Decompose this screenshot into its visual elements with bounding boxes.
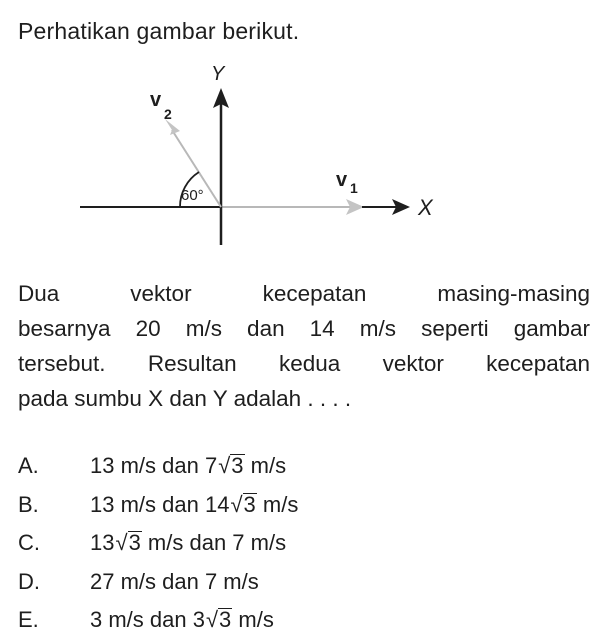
question-line: besarnya 20 m/s dan 14 m/s seperti gambar bbox=[18, 316, 590, 341]
option-text bbox=[90, 601, 274, 639]
intro-text: Perhatikan gambar berikut. bbox=[18, 18, 300, 44]
question-line: tersebut. Resultan kedua vektor kecepatan bbox=[18, 351, 590, 376]
option-post: m/s bbox=[256, 491, 299, 517]
radicand: 3 bbox=[243, 491, 256, 517]
angle-label: 60° bbox=[181, 187, 204, 204]
sqrt-icon: √ bbox=[230, 491, 243, 517]
v2-subscript: 2 bbox=[164, 106, 172, 122]
x-axis-label: X bbox=[418, 195, 433, 220]
vector-diagram bbox=[0, 0, 605, 260]
v2-label: v bbox=[150, 89, 162, 111]
option-pre: 13 m/s dan 14 bbox=[90, 491, 230, 517]
option-text bbox=[90, 486, 298, 524]
option-text bbox=[90, 447, 286, 485]
option-letter: E. bbox=[18, 607, 39, 632]
option-letter: D. bbox=[18, 568, 40, 594]
y-axis-label: Y bbox=[211, 63, 225, 85]
radicand: 3 bbox=[231, 453, 244, 478]
option-letter: B. bbox=[18, 491, 39, 517]
vector-figure bbox=[0, 0, 605, 260]
question-line: Dua vektor kecepatan masing-masing bbox=[18, 281, 590, 306]
sqrt-icon: √ bbox=[205, 607, 219, 632]
sqrt-icon: √ bbox=[115, 530, 128, 555]
option-letter: C. bbox=[18, 530, 40, 555]
option-post: m/s dan 7 m/s bbox=[141, 530, 287, 555]
question-text bbox=[18, 276, 590, 416]
option-pre: 27 m/s dan 7 m/s bbox=[90, 568, 259, 594]
option-text bbox=[90, 524, 286, 562]
question-line: pada sumbu X dan Y adalah . . . . bbox=[18, 386, 352, 411]
option-pre: 3 m/s dan 3 bbox=[90, 607, 205, 632]
v1-label: v bbox=[336, 169, 348, 191]
sqrt-icon: √ bbox=[218, 453, 231, 478]
v1-subscript: 1 bbox=[350, 180, 358, 196]
option-text bbox=[90, 563, 259, 601]
option-post: m/s bbox=[244, 453, 287, 478]
radicand: 3 bbox=[128, 530, 141, 555]
option-pre: 13 bbox=[90, 530, 115, 555]
option-post: m/s bbox=[232, 607, 274, 632]
radicand: 3 bbox=[219, 607, 232, 632]
option-pre: 13 m/s dan 7 bbox=[90, 453, 218, 478]
option-letter: A. bbox=[18, 453, 39, 478]
